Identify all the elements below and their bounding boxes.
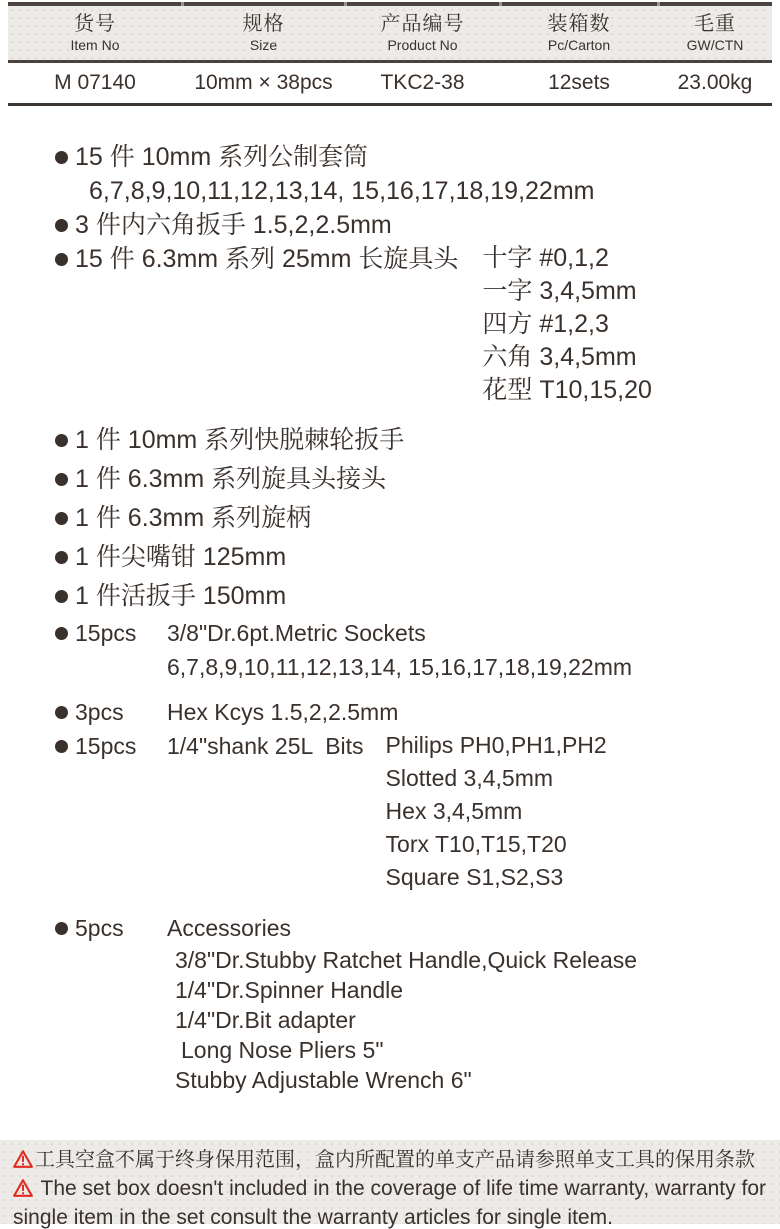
column-divider-tick <box>499 2 502 6</box>
bit-type: Torx T10,T15,T20 <box>385 831 567 857</box>
header-item-no-zh: 货号 <box>74 13 116 35</box>
bullet-icon <box>55 512 68 525</box>
item-text: 15 件 6.3mm 系列 25mm 长旋具头 <box>75 245 459 273</box>
item-text: 1 件尖嘴钳 125mm <box>75 543 287 571</box>
item-text: 1/4"shank 25L Bits <box>167 733 364 759</box>
header-pc-carton-en: Pc/Carton <box>547 37 611 53</box>
bit-type: Slotted 3,4,5mm <box>385 765 554 791</box>
item-quantity: 15pcs <box>75 733 137 759</box>
header-size <box>182 6 345 60</box>
bullet-icon <box>55 219 68 232</box>
bullet-icon <box>55 706 68 719</box>
bit-type: 花型 T10,15,20 <box>482 376 652 404</box>
warranty-note-en-text: The set box doesn't included in the coverage of life time warranty, warranty for single item in the set consult the warranty articles for single item. <box>13 1177 766 1229</box>
header-gw-ctn-zh: 毛重 <box>694 13 736 35</box>
item-text: 3 件内六角扳手 1.5,2,2.5mm <box>75 211 392 239</box>
spec-table-row <box>8 63 772 106</box>
bullet-icon <box>55 151 68 164</box>
item-text: 1 件 6.3mm 系列旋具头接头 <box>75 465 387 493</box>
header-size-zh: 规格 <box>242 13 285 35</box>
list-item <box>55 242 770 407</box>
list-item <box>55 579 770 613</box>
bullet-icon <box>55 740 68 753</box>
bit-type: Hex 3,4,5mm <box>385 798 523 824</box>
list-item <box>55 501 770 535</box>
value-product-no: TKC2-38 <box>380 71 465 94</box>
bullet-icon <box>55 551 68 564</box>
header-item-no-en: Item No <box>70 37 120 53</box>
warning-triangle-icon <box>13 1149 33 1175</box>
list-item <box>55 695 770 729</box>
column-divider-tick <box>344 2 347 6</box>
warranty-note-zh-text: 工具空盒不属于终身保用范围，盒内所配置的单支产品请参照单支工具的保用条款 <box>35 1149 755 1171</box>
header-product-no <box>345 6 500 60</box>
item-quantity: 3pcs <box>75 699 124 725</box>
accessories-list <box>167 945 637 1095</box>
warranty-note-panel <box>0 1140 780 1229</box>
accessory: Long Nose Pliers 5" <box>181 1037 384 1063</box>
bit-type: Philips PH0,PH1,PH2 <box>385 732 607 758</box>
header-product-no-zh: 产品编号 <box>380 13 465 35</box>
warranty-note-en <box>13 1175 766 1229</box>
item-text: 1 件活扳手 150mm <box>75 582 287 610</box>
list-item <box>55 140 770 208</box>
bullet-icon <box>55 922 68 935</box>
item-text: 15 件 10mm 系列公制套筒 <box>75 143 369 171</box>
accessory: Stubby Adjustable Wrench 6" <box>175 1067 472 1093</box>
item-quantity: 15pcs <box>75 620 137 646</box>
list-item <box>55 423 770 457</box>
accessory: 1/4"Dr.Bit adapter <box>175 1007 356 1033</box>
header-pc-carton-zh: 装箱数 <box>547 13 611 35</box>
bullet-icon <box>55 473 68 486</box>
column-divider-tick <box>657 2 660 6</box>
bit-type: 十字 #0,1,2 <box>482 244 609 272</box>
bit-type: 四方 #1,2,3 <box>482 310 609 338</box>
bit-types-column <box>482 242 652 407</box>
bit-type: 六角 3,4,5mm <box>482 343 637 371</box>
item-sizes: 6,7,8,9,10,11,12,13,14, 15,16,17,18,19,22mm <box>167 654 633 680</box>
bullet-icon <box>55 590 68 603</box>
list-item <box>55 462 770 496</box>
accessory: 1/4"Dr.Spinner Handle <box>175 977 404 1003</box>
value-size: 10mm × 38pcs <box>194 71 333 94</box>
column-divider-tick <box>181 2 184 6</box>
bit-types-column <box>386 729 607 894</box>
header-gw-ctn-en: GW/CTN <box>686 37 744 53</box>
value-gw-ctn: 23.00kg <box>677 71 753 94</box>
warning-triangle-icon <box>13 1177 33 1204</box>
item-text: Accessories <box>167 915 291 941</box>
list-item <box>55 208 770 242</box>
header-product-no-en: Product No <box>387 37 458 53</box>
spec-table-header <box>8 2 772 63</box>
bullet-icon <box>55 434 68 447</box>
warranty-note-zh <box>13 1147 766 1175</box>
item-quantity: 5pcs <box>75 915 124 941</box>
bit-type: 一字 3,4,5mm <box>482 277 637 305</box>
header-size-en: Size <box>249 37 278 53</box>
header-pc-carton <box>500 6 658 60</box>
item-text: 1 件 10mm 系列快脱棘轮扳手 <box>75 426 405 454</box>
spec-table <box>8 2 772 106</box>
list-item <box>55 911 770 1095</box>
accessory: 3/8"Dr.Stubby Ratchet Handle,Quick Release <box>175 947 638 973</box>
list-item <box>55 729 770 894</box>
list-item <box>55 540 770 574</box>
header-item-no <box>8 6 182 60</box>
item-text: 3/8"Dr.6pt.Metric Sockets <box>167 620 426 646</box>
item-text: 1 件 6.3mm 系列旋柄 <box>75 504 312 532</box>
list-item <box>55 616 770 684</box>
bullet-icon <box>55 627 68 640</box>
item-sizes: 6,7,8,9,10,11,12,13,14, 15,16,17,18,19,22mm <box>89 177 595 205</box>
value-item-no: M 07140 <box>54 71 136 94</box>
item-text: Hex Kcys 1.5,2,2.5mm <box>167 699 399 725</box>
bit-type: Square S1,S2,S3 <box>385 864 564 890</box>
contents-list <box>55 140 770 1095</box>
header-gw-ctn <box>658 6 772 60</box>
bullet-icon <box>55 253 68 266</box>
value-pc-carton: 12sets <box>548 71 610 94</box>
